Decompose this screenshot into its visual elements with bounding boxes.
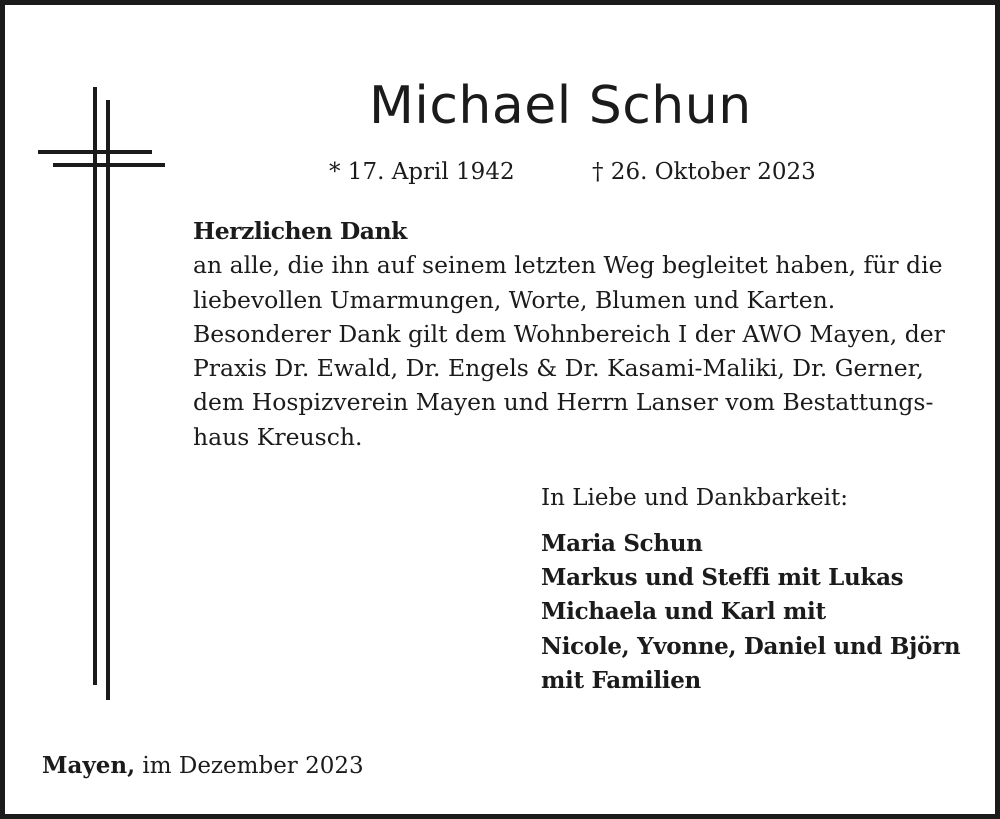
place-name: Mayen,	[42, 752, 136, 779]
notice-date: im Dezember 2023	[142, 753, 364, 779]
cross-vertical-bar	[106, 100, 110, 700]
thanks-heading: Herzlichen Dank	[193, 217, 407, 245]
death-date: † 26. Oktober 2023	[592, 159, 816, 185]
birth-date: * 17. April 1942	[329, 159, 515, 185]
mourners-list	[541, 527, 960, 698]
mourner-entry: mit Familien	[541, 666, 701, 694]
thanks-section	[193, 214, 983, 454]
deceased-name: Michael Schun	[369, 76, 752, 136]
place-and-date	[42, 750, 364, 782]
thanks-line: dem Hospizverein Mayen und Herrn Lanser vom Bestattungs-	[193, 388, 934, 417]
mourner-entry: Markus und Steffi mit Lukas	[541, 564, 904, 592]
thanks-line: haus Kreusch.	[193, 422, 363, 451]
mourner-entry: Michaela und Karl mit	[541, 598, 826, 626]
mourner-entry: Nicole, Yvonne, Daniel und Björn	[541, 632, 961, 660]
thanks-line: an alle, die ihn auf seinem letzten Weg begleitet haben, für die	[193, 251, 943, 280]
closing-phrase: In Liebe und Dankbarkeit:	[541, 485, 848, 511]
cross-horizontal-bar	[38, 150, 152, 154]
thanks-line: Praxis Dr. Ewald, Dr. Engels & Dr. Kasami-Maliki, Dr. Gerner,	[193, 354, 924, 383]
mourner-entry: Maria Schun	[541, 530, 703, 557]
thanks-line: liebevollen Umarmungen, Worte, Blumen und Karten.	[193, 285, 836, 314]
cross-vertical-bar	[93, 87, 97, 685]
cross-horizontal-bar	[53, 163, 165, 167]
thanks-line: Besonderer Dank gilt dem Wohnbereich I der AWO Mayen, der	[193, 319, 945, 348]
